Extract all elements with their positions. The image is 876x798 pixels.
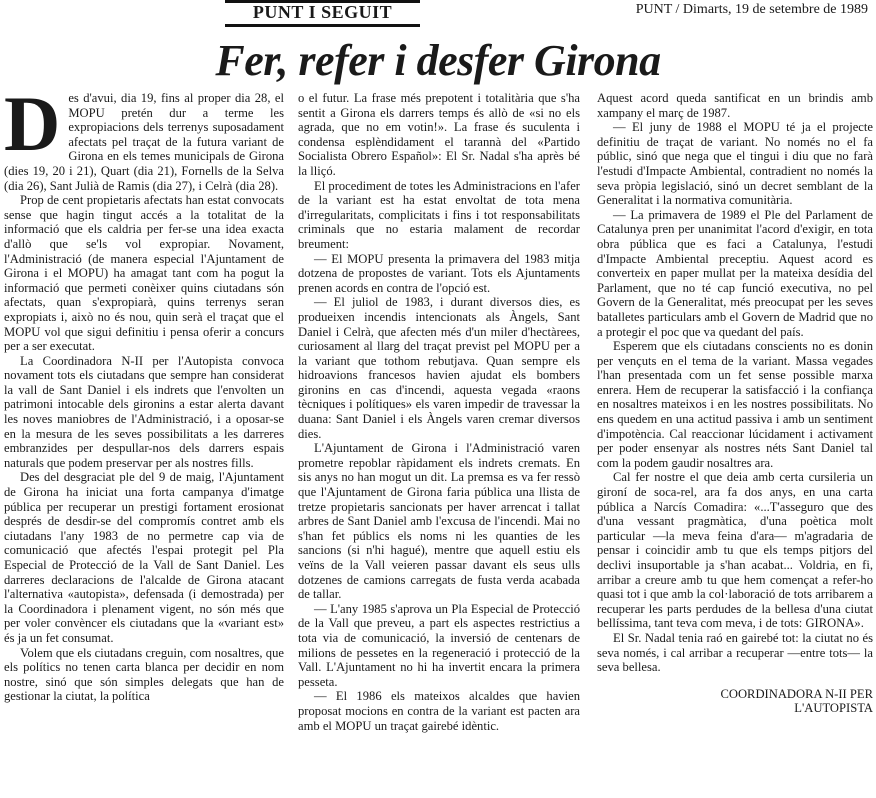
article-column-1 bbox=[4, 80, 284, 704]
paragraph: Prop de cent propietaris afectats han estat convocats sense que hagin tingut accés a la totalitat de la informació que els caldria per fer-se una idea exacta d'allò que se'ls vol expropiar. Novament, l'Administració (de manera especial l'Ajuntament de Girona i el MOPU) ha amagat tant com ha pogut la informació que permeti conèixer quins ciutadans són afectats, quan s'expropiarà, quins terrenys seran expropiats i, això no és nou, quin serà el traçat que el MOPU vol que sigui definitiu i pensa oferir a concurs per a ser executat. bbox=[4, 193, 284, 354]
dateline: PUNT / Dimarts, 19 de setembre de 1989 bbox=[635, 2, 868, 17]
paragraph: Esperem que els ciutadans conscients no es donin per vençuts en el tema de la variant. Massa vegades l'han presentada com un fet sense possible marxa enrera. Hem de recuperar la satisfacció i la confiança en nosaltres mateixos i en les nostres possibilitats. No ens quedem en una actitud passiva i amb un sentiment d'impotència. Cal reaccionar lúcidament i activament per poder ensenyar als nostres néts Sant Daniel tal com la podem gaudir nosaltres ara. bbox=[597, 339, 873, 470]
paragraph: — El 1986 els mateixos alcaldes que havien proposat mocions en contra de la variant est pacten ara amb el MOPU un traçat gairebé idèntic. bbox=[298, 689, 580, 733]
signature bbox=[597, 687, 873, 715]
signature-line: COORDINADORA N-II PER bbox=[720, 686, 873, 701]
page-header bbox=[0, 0, 876, 24]
section-title: PUNT I SEGUIT bbox=[225, 0, 420, 27]
paragraph: o el futur. La frase més prepotent i totalitària que s'ha sentit a Girona els darrers temps és allò de «si no els agrada, que no em votin!». La frase és suculenta i condensa esplèndidament el tarannà del «Partido Socialista Obrero Español»: El Sr. Nadal s'ha après bé la lliçó. bbox=[298, 91, 580, 178]
paragraph: El procediment de totes les Administracions en l'afer de la variant est ha estat envoltat de tota mena d'irregularitats, complicitats i fins i tot responsabilitats criminals que no estaria malament de recordar breument: bbox=[298, 178, 580, 251]
paragraph: — L'any 1985 s'aprova un Pla Especial de Protecció de la Vall que preveu, a part els aspectes restrictius a tota via de comunicació, la inversió de centenars de milions de pessetes en la regeneració i protecció de la Vall. L'Ajuntament no hi ha invertit encara la primera pesseta. bbox=[298, 601, 580, 689]
paragraph: El Sr. Nadal tenia raó en gairebé tot: la ciutat no és seva només, i cal arribar a recuperar —entre tots— la seva bellesa. bbox=[597, 630, 873, 675]
paragraph: L'Ajuntament de Girona i l'Administració varen prometre repoblar ràpidament els indrets cremats. En sis anys no han mogut un dit. La premsa es va fer ressò que l'Ajuntament de Girona faria pública una llista de tretze propietaris sancionats per haver arrencat i tallat arbres de Sant Daniel amb l'excusa de l'incendi. Mai no s'han fet públics els noms ni les quanties de les sancions (si n'hi hagué), mentre que aquell estiu els veïns de la Vall veieren passar davant els seus ulls dotzenes de camions carregats de fusta verda acabada de tallar. bbox=[298, 441, 580, 602]
paragraph: es d'avui, dia 19, fins al proper dia 28, el MOPU pretén dur a terme les expropiacions dels terrenys suposadament afectats pel traçat de la futura variant de Girona en els temes municipals de Girona (dies 19, 20 i 21), Quart (dia 21), Fornells de la Selva (dia 26), Sant Julià de Ramis (dia 27), i Celrà (dia 28). bbox=[4, 91, 284, 193]
paragraph: Volem que els ciutadans creguin, com nosaltres, que els polítics no tenen carta blanca per decidir en nom nostre, sinó que són simples delegats que han de gestionar la ciutat, la política bbox=[4, 645, 284, 704]
paragraph: La Coordinadora N-II per l'Autopista convoca novament tots els ciutadans que sempre han considerat la vall de Sant Daniel i els indrets que l'envolten un patrimoni intocable dels gironins a estar alerta davant les noves maniobres de l'Administració, i a oposar-se en la mesura de les seves possibilitats a les darreres embranzides per despullar-nos dels darrers espais naturals que podem preservar per als nostres fills. bbox=[4, 353, 284, 470]
paragraph: — El juliol de 1983, i durant diversos dies, es produeixen incendis intencionats als Àngels, Sant Daniel i Celrà, que afecten més d'un miler d'hectàrees, curiosament al llarg del traçat previst pel MOPU per a la variant que tothom rebutjava. Quan sempre els hidroavions francesos havien ajudat els bombers gironins en cas d'incendi, aquesta vegada «raons tècniques i polítiques» els varen impedir de travessar la duana: Sant Daniel i els Àngels varen cremar diversos dies. bbox=[298, 295, 580, 441]
article-title: Fer, refer i desfer Girona bbox=[215, 36, 661, 85]
drop-cap: D bbox=[4, 80, 61, 167]
article-column-2 bbox=[298, 91, 580, 733]
paragraph: — El MOPU presenta la primavera del 1983 mitja dotzena de propostes de variant. Tots els Ajuntaments prenen acords en contra de l'opció est. bbox=[298, 251, 580, 295]
paragraph: Des del desgraciat ple del 9 de maig, l'Ajuntament de Girona ha iniciat una forta campanya d'imatge pública per recuperar un prestigi fortament erosionat després de desdir-se del compromís contret amb els ciutadans l'any 1983 de no permetre cap via de comunicació que afectés l'espai protegit pel Pla Especial de Protecció de la Vall de Sant Daniel. Les darreres declaracions de l'alcalde de Girona atacant l'alternativa «autopista», defensada (i demostrada) per la Coordinadora i plenament vigent, no són més que per voler convèncer els ciutadans que la «variant est» és ja un fet consumat. bbox=[4, 470, 284, 645]
article-column-3 bbox=[597, 91, 873, 715]
paragraph: Aquest acord queda santificat en un brindis amb xampany el març de 1987. bbox=[597, 91, 873, 120]
paragraph: — El juny de 1988 el MOPU té ja el projecte definitiu de traçat de variant. No només no el fa públic, sinó que nega que el tingui i diu que no farà l'estudi d'Impacte Ambiental, contradient no només la seva pròpia legislació, sinó un decret semblant de la Generalitat i la normativa comunitària. bbox=[597, 120, 873, 208]
signature-line: L'AUTOPISTA bbox=[794, 700, 873, 715]
paragraph: Cal fer nostre el que deia amb certa cursileria un gironí de soca-rel, ara fa dos anys, en una carta pública a Narcís Comadira: «...T'asseguro que des d'una vessant pragmàtica, d'una poètica molt particular —la meva feina d'ara— m'agradaria de pensar i coincidir amb tu que els temps pitjors del declivi insuportable ja s'han acabat... Voldria, en fi, arribar a creure amb tu que hem començat a refer-ho quasi tot i que amb la col·laboració de tots arribarem a recuperar les parts perdudes de la bellesa d'una ciutat bellíssima, tant teva com meva, i de tots: GIRONA». bbox=[597, 470, 873, 631]
paragraph: — La primavera de 1989 el Ple del Parlament de Catalunya pren per unanimitat l'acord d'exigir, en tota obra pública que es faci a Catalunya, l'estudi d'Impacte Ambiental preceptiu. Aquest acord es converteix en paper mullat per la mateixa desídia del Parlament, que no té cap funció executiva, no pel Govern de la Generalitat, més preocupat per les seves batalletes particulars amb el Govern de Madrid que no a protegir el poc que va quedant del país. bbox=[597, 207, 873, 339]
